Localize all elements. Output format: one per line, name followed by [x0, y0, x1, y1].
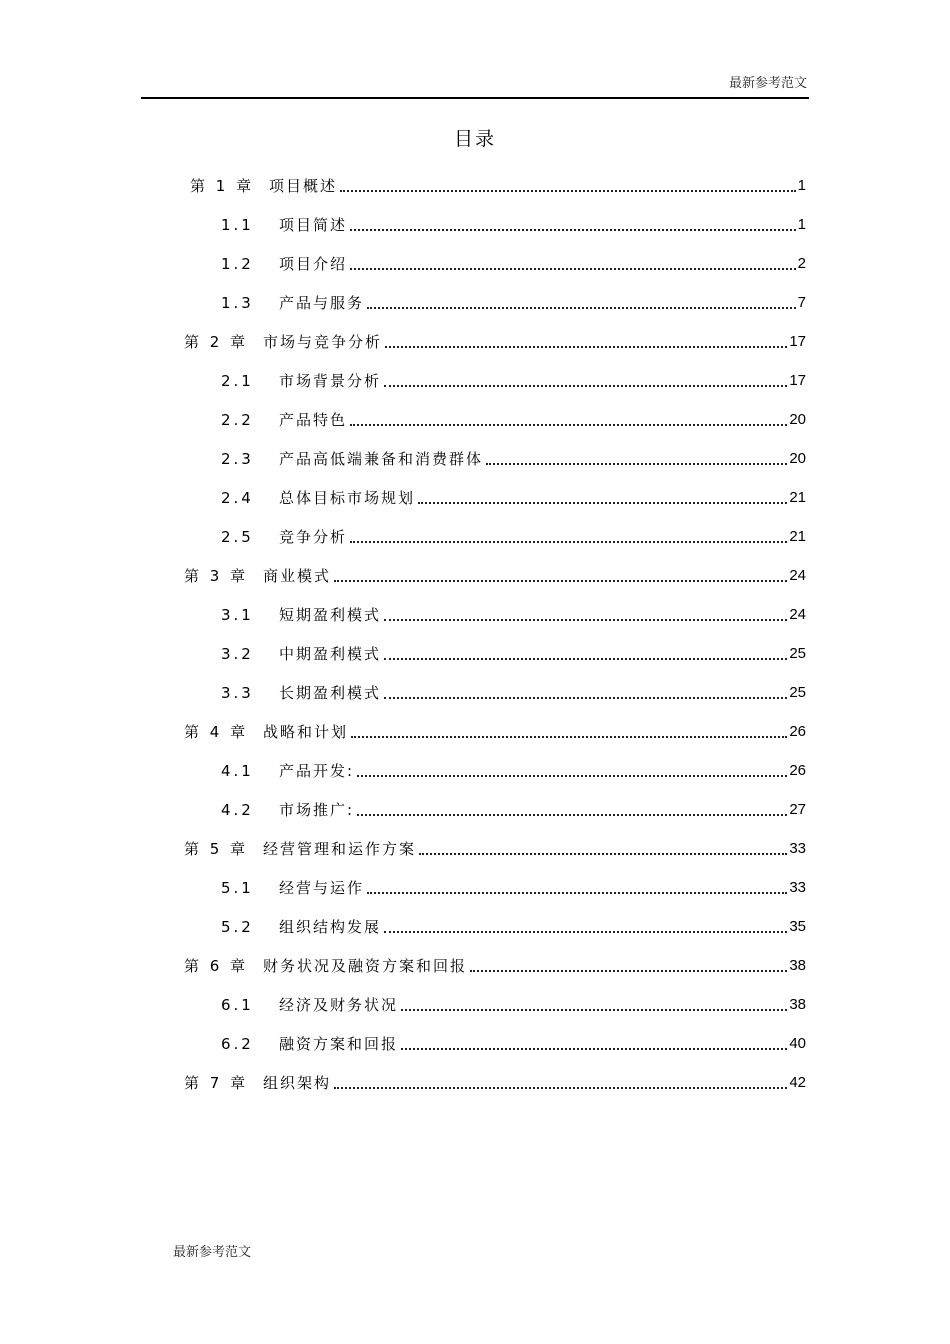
toc-page-number: 38	[789, 996, 806, 1013]
toc-section-entry[interactable]	[221, 244, 806, 283]
toc-page-number: 1	[797, 216, 806, 233]
toc-entry-label: 产品开发:	[279, 762, 355, 780]
toc-entry-label: 中期盈利模式	[279, 645, 382, 663]
toc-entry-number: 第 5 章	[184, 840, 249, 858]
toc-entry-number: 第 6 章	[184, 957, 249, 975]
toc-chapter-entry[interactable]	[184, 829, 806, 868]
toc-section-entry[interactable]	[221, 283, 806, 322]
toc-section-entry[interactable]	[221, 205, 806, 244]
toc-entry-number: 第 7 章	[184, 1074, 249, 1092]
toc-section-entry[interactable]	[221, 985, 806, 1024]
toc-section-entry[interactable]	[221, 790, 806, 829]
toc-section-entry[interactable]	[221, 478, 806, 517]
toc-entry-number: 3.3	[221, 683, 254, 702]
toc-page-number: 42	[789, 1074, 806, 1091]
toc-entry-number: 4.2	[221, 800, 254, 819]
page-footer: 最新参考范文	[173, 1245, 252, 1260]
toc-section-entry[interactable]	[221, 361, 806, 400]
toc-dot-leader	[470, 958, 787, 972]
toc-entry-number: 2.5	[221, 527, 254, 546]
toc-dot-leader	[384, 919, 787, 933]
toc-dot-leader	[419, 841, 787, 855]
toc-section-entry[interactable]	[221, 1024, 806, 1063]
toc-entry-number: 3.1	[221, 605, 254, 624]
toc-dot-leader	[334, 1075, 787, 1089]
toc-page-number: 24	[789, 606, 806, 623]
toc-entry-number: 第 2 章	[184, 333, 249, 351]
toc-entry-number: 6.2	[221, 1034, 254, 1053]
toc-entry-number: 第 4 章	[184, 723, 249, 741]
toc-page-number: 7	[797, 294, 806, 311]
toc-dot-leader	[357, 802, 787, 816]
toc-entry-label: 市场推广:	[279, 801, 355, 819]
toc-dot-leader	[350, 256, 796, 270]
toc-dot-leader	[350, 217, 796, 231]
toc-chapter-entry[interactable]	[184, 322, 806, 361]
toc-entry-label: 市场背景分析	[279, 372, 382, 390]
toc-section-entry[interactable]	[221, 751, 806, 790]
toc-entry-label: 竞争分析	[279, 528, 348, 546]
toc-entry-number: 5.1	[221, 878, 254, 897]
toc-dot-leader	[418, 490, 787, 504]
toc-section-entry[interactable]	[221, 907, 806, 946]
toc-page-number: 33	[789, 840, 806, 857]
toc-section-entry[interactable]	[221, 400, 806, 439]
toc-page-number: 21	[789, 528, 806, 545]
toc-section-entry[interactable]	[221, 673, 806, 712]
toc-page-number: 20	[789, 411, 806, 428]
toc-dot-leader	[351, 724, 787, 738]
toc-page-number: 20	[789, 450, 806, 467]
toc-dot-leader	[367, 295, 796, 309]
toc-dot-leader	[384, 646, 787, 660]
toc-dot-leader	[384, 685, 787, 699]
toc-page-number: 25	[789, 645, 806, 662]
toc-page-number: 2	[797, 255, 806, 272]
toc-entry-label: 商业模式	[263, 567, 332, 585]
toc-entry-number: 2.4	[221, 488, 254, 507]
toc-section-entry[interactable]	[221, 868, 806, 907]
toc-entry-number: 4.1	[221, 761, 254, 780]
toc-chapter-entry[interactable]	[184, 712, 806, 751]
toc-entry-label: 组织结构发展	[279, 918, 382, 936]
toc-entry-label: 产品与服务	[279, 294, 365, 312]
toc-page-number: 33	[789, 879, 806, 896]
toc-entry-number: 2.1	[221, 371, 254, 390]
toc-chapter-entry[interactable]	[190, 166, 806, 205]
toc-page-number: 17	[789, 333, 806, 350]
toc-entry-label: 市场与竞争分析	[263, 333, 383, 351]
toc-page-number: 21	[789, 489, 806, 506]
toc-title: 目录	[453, 128, 496, 150]
toc-entry-label: 组织架构	[263, 1074, 332, 1092]
toc-entry-label: 产品高低端兼备和消费群体	[279, 450, 484, 468]
toc-entry-label: 经营与运作	[279, 879, 365, 897]
toc-entry-number: 1.1	[221, 215, 254, 234]
toc-entry-number: 2.3	[221, 449, 254, 468]
toc-entry-number: 1.3	[221, 293, 254, 312]
toc-entry-label: 经营管理和运作方案	[263, 840, 417, 858]
toc-page-number: 27	[789, 801, 806, 818]
toc-page-number: 17	[789, 372, 806, 389]
toc-page-number: 26	[789, 762, 806, 779]
toc-entry-number: 第 1 章	[190, 177, 255, 195]
toc-section-entry[interactable]	[221, 517, 806, 556]
toc-entry-number: 1.2	[221, 254, 254, 273]
toc-entry-label: 财务状况及融资方案和回报	[263, 957, 468, 975]
toc-dot-leader	[384, 373, 787, 387]
toc-dot-leader	[334, 568, 787, 582]
toc-page-number: 40	[789, 1035, 806, 1052]
toc-entry-label: 经济及财务状况	[279, 996, 399, 1014]
toc-dot-leader	[367, 880, 787, 894]
toc-section-entry[interactable]	[221, 439, 806, 478]
toc-entry-label: 短期盈利模式	[279, 606, 382, 624]
toc-chapter-entry[interactable]	[184, 946, 806, 985]
toc-page-number: 35	[789, 918, 806, 935]
toc-dot-leader	[350, 412, 787, 426]
toc-page-number: 38	[789, 957, 806, 974]
toc-page-number: 26	[789, 723, 806, 740]
toc-entry-number: 6.1	[221, 995, 254, 1014]
toc-page-number: 1	[797, 177, 806, 194]
toc-dot-leader	[385, 334, 787, 348]
toc-chapter-entry[interactable]	[184, 556, 806, 595]
toc-page-number: 25	[789, 684, 806, 701]
toc-entry-label: 产品特色	[279, 411, 348, 429]
toc-entry-number: 3.2	[221, 644, 254, 663]
toc-dot-leader	[350, 529, 787, 543]
toc-entry-label: 项目概述	[269, 177, 338, 195]
toc-dot-leader	[384, 607, 787, 621]
toc-section-entry[interactable]	[221, 595, 806, 634]
toc-page-number: 24	[789, 567, 806, 584]
toc-entry-number: 第 3 章	[184, 567, 249, 585]
toc-entry-label: 融资方案和回报	[279, 1035, 399, 1053]
toc-chapter-entry[interactable]	[184, 1063, 806, 1102]
toc-section-entry[interactable]	[221, 634, 806, 673]
toc-entry-label: 长期盈利模式	[279, 684, 382, 702]
toc-dot-leader	[486, 451, 787, 465]
toc-dot-leader	[401, 1036, 787, 1050]
header-divider	[141, 97, 809, 99]
toc-dot-leader	[357, 763, 787, 777]
toc-dot-leader	[401, 997, 787, 1011]
toc-entry-label: 项目介绍	[279, 255, 348, 273]
toc-entry-number: 5.2	[221, 917, 254, 936]
toc-entry-label: 战略和计划	[263, 723, 349, 741]
toc-entry-label: 总体目标市场规划	[279, 489, 416, 507]
toc-entry-label: 项目简述	[279, 216, 348, 234]
page-header: 最新参考范文	[728, 76, 807, 91]
toc-entry-number: 2.2	[221, 410, 254, 429]
toc-dot-leader	[340, 178, 796, 192]
